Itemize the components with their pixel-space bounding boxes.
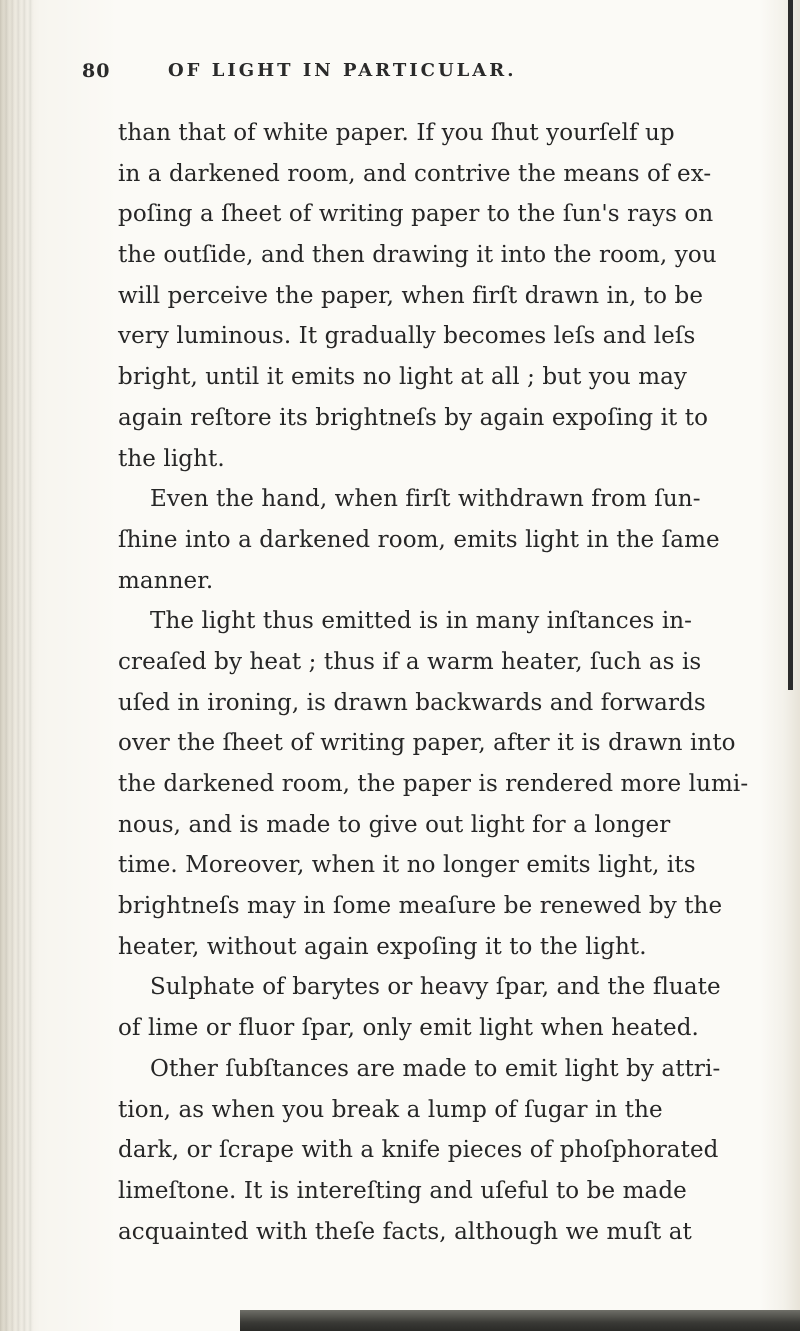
binding-edge-shadow xyxy=(0,0,34,1331)
text-line: than that of white paper. If you ſhut yourſelf up xyxy=(118,120,675,146)
text-line: ſhine into a darkened room, emits light in the ſame xyxy=(118,526,720,553)
page-header xyxy=(0,60,800,100)
text-line: in a darkened room, and contrive the means of ex- xyxy=(118,160,712,187)
text-line: time. Moreover, when it no longer emits light, its xyxy=(118,852,696,879)
text-line: the light. xyxy=(118,445,225,472)
text-line: the outſide, and then drawing it into the room, you xyxy=(118,242,717,269)
text-line: nous, and is made to give out light for a longer xyxy=(118,811,671,838)
paragraph-start-line: The light thus emitted is in many inſtances in- xyxy=(150,608,693,635)
text-line: again reſtore its brightneſs by again expoſing it to xyxy=(118,404,709,431)
text-line: heater, without again expoſing it to the light. xyxy=(118,933,647,960)
text-line: will perceive the paper, when firſt drawn in, to be xyxy=(118,282,704,309)
paragraph-start-line: Even the hand, when firſt withdrawn from ſun- xyxy=(150,486,701,513)
text-line: over the ſheet of writing paper, after it is drawn into xyxy=(118,730,736,757)
body-text xyxy=(118,113,800,1252)
text-line: poſing a ſheet of writing paper to the ſun's rays on xyxy=(118,201,714,228)
text-line: brightneſs may in ſome meaſure be renewed by the xyxy=(118,893,723,920)
text-line: acquainted with theſe facts, although we muſt at xyxy=(118,1218,692,1245)
text-line: of lime or fluor ſpar, only emit light when heated. xyxy=(118,1015,699,1042)
paragraph-start-line: Sulphate of barytes or heavy ſpar, and the fluate xyxy=(150,974,721,1001)
text-line: dark, or ſcrape with a knife pieces of phoſphorated xyxy=(118,1137,719,1164)
scan-bottom-band xyxy=(240,1310,800,1331)
running-head: OF LIGHT IN PARTICULAR. xyxy=(168,60,517,81)
page-number: 80 xyxy=(82,60,111,82)
text-line: manner. xyxy=(118,567,214,594)
paragraph-start-line: Other ſubſtances are made to emit light by attri- xyxy=(150,1055,721,1082)
text-line: bright, until it emits no light at all ; but you may xyxy=(118,364,688,391)
text-line: uſed in ironing, is drawn backwards and forwards xyxy=(118,689,706,716)
text-line: limeſtone. It is intereſting and uſeful to be made xyxy=(118,1177,687,1204)
text-line: very luminous. It gradually becomes leſs and leſs xyxy=(118,323,696,350)
text-line: creaſed by heat ; thus if a warm heater, ſuch as is xyxy=(118,648,702,675)
text-line: the darkened room, the paper is rendered more lumi- xyxy=(118,771,749,797)
text-line: tion, as when you break a lump of ſugar in the xyxy=(118,1096,663,1123)
